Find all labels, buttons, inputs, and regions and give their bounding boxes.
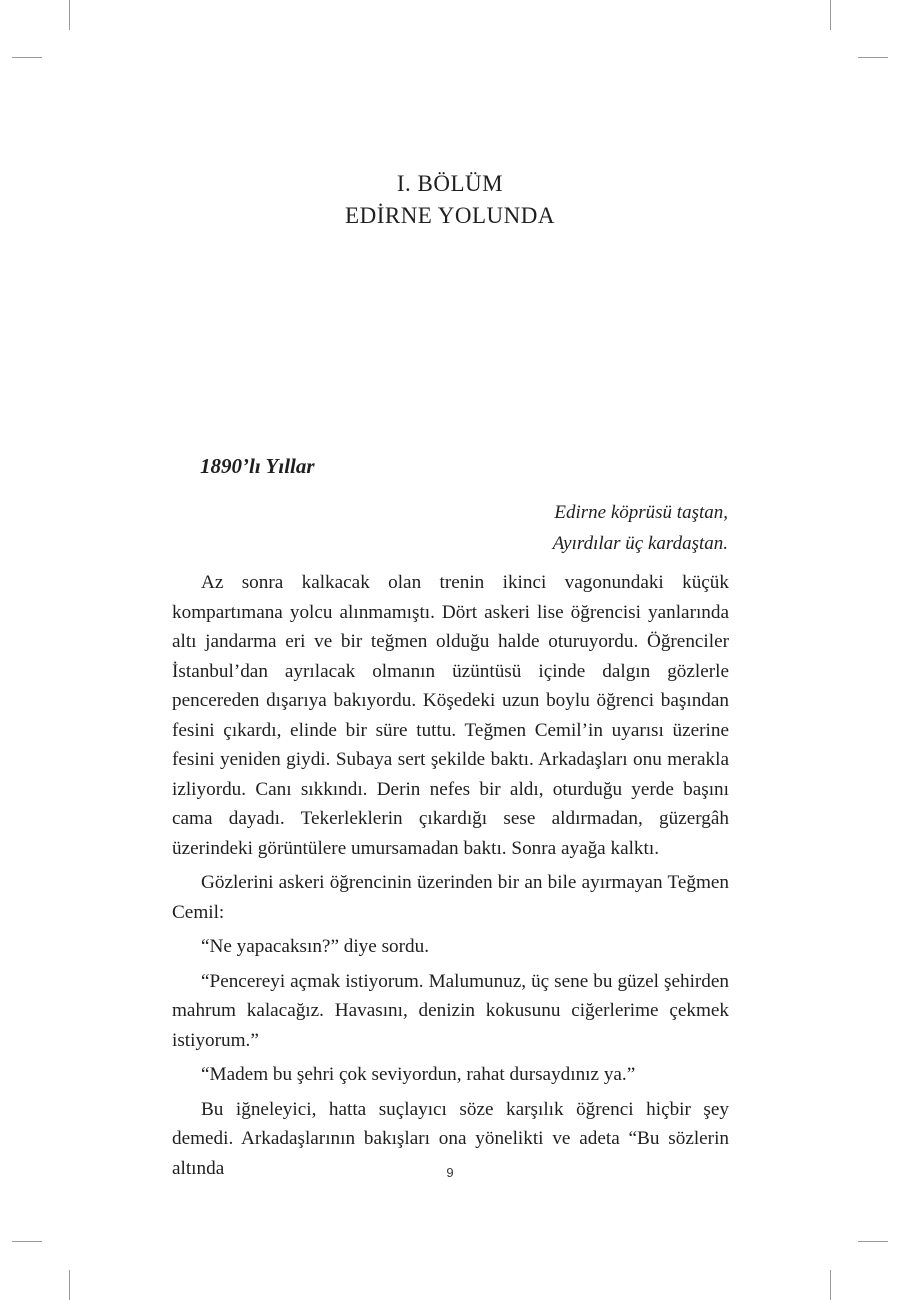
- crop-mark-bottom-right-vertical: [830, 1270, 831, 1300]
- crop-mark-bottom-right-horizontal: [858, 1241, 888, 1242]
- paragraph: Gözlerini askeri öğrencinin üzerinden bir an bile ayırmayan Teğmen Cemil:: [172, 872, 729, 923]
- paragraph: Az sonra kalkacak olan trenin ikinci vagonundaki küçük kompartımana yolcu alınmamıştı. Dört askeri lise öğrencisi yanlarında altı jandarma eri ve bir teğmen olduğu halde oturuyordu. Öğrenciler İstanbul’dan ayrılacak olmanın üzüntüsü içinde dalgın gözlerle pencereden dışarıya bakıyordu. Köşedeki uzun boylu öğrenci başından fesini çıkardı, elinde bir süre tuttu. Teğmen Cemil’in uyarısı üzerine fesini yeniden giydi. Subaya sert şekilde baktı. Arkadaşları onu merakla izliyordu. Canı sıkkındı. Derin nefes bir aldı, oturduğu yerde başını cama dayadı. Tekerleklerin çıkardığı sese aldırmadan, güzergâh üzerindeki görüntülere umursamadan baktı. Sonra ayağa kalktı.: [172, 572, 729, 859]
- crop-mark-bottom-left-horizontal: [12, 1241, 42, 1242]
- epigraph: [328, 497, 728, 559]
- epigraph-line: Ayırdılar üç kardaştan.: [552, 533, 728, 554]
- page-number: 9: [446, 1165, 454, 1180]
- body-text: [172, 568, 729, 1188]
- crop-mark-bottom-left-vertical: [69, 1270, 70, 1300]
- crop-mark-top-right-horizontal: [858, 57, 888, 58]
- chapter-number: I. BÖLÜM: [396, 171, 504, 196]
- section-title: 1890’lı Yıllar: [200, 454, 315, 478]
- paragraph: “Ne yapacaksın?” diye sordu.: [201, 936, 430, 957]
- crop-mark-top-left-horizontal: [12, 57, 42, 58]
- crop-mark-top-left-vertical: [69, 0, 70, 30]
- paragraph: “Pencereyi açmak istiyorum. Malumunuz, üç sene bu güzel şehirden mahrum kalacağız. Havasını, denizin kokusunu ciğerlerime çekmek istiyorum.”: [172, 970, 729, 1051]
- paragraph: “Madem bu şehri çok seviyordun, rahat dursaydınız ya.”: [201, 1064, 636, 1085]
- crop-mark-top-right-vertical: [830, 0, 831, 30]
- chapter-title: EDİRNE YOLUNDA: [345, 203, 555, 228]
- epigraph-line: Edirne köprüsü taştan,: [554, 502, 728, 523]
- chapter-heading: [0, 168, 900, 232]
- paragraph: Bu iğneleyici, hatta suçlayıcı söze karşılık öğrenci hiçbir şey demedi. Arkadaşlarının bakışları ona yönelikti ve adeta “Bu sözlerin altında: [172, 1098, 729, 1179]
